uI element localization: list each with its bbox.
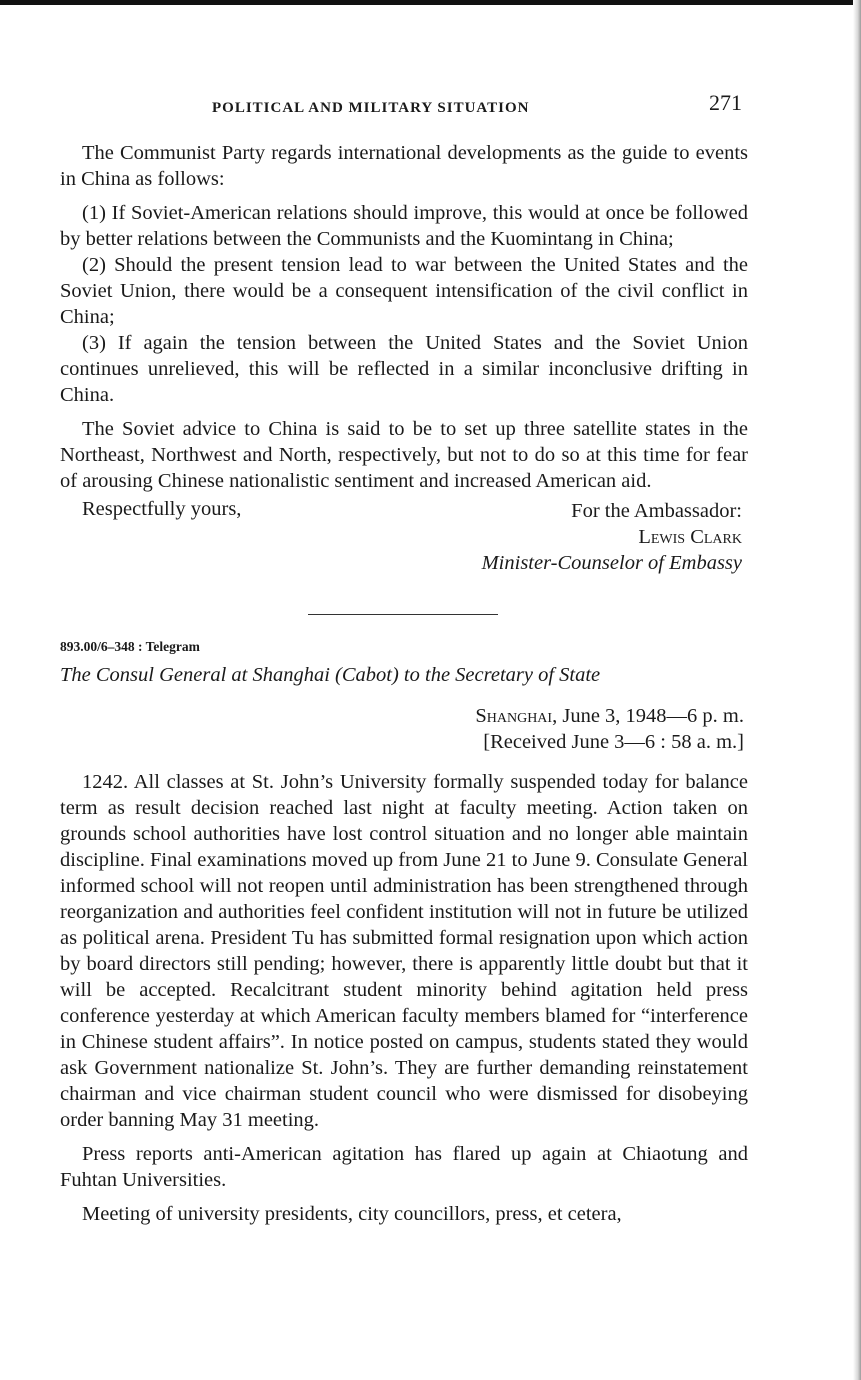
- for-line: For the Ambassador:: [571, 500, 742, 522]
- scenario-list: [60, 200, 748, 408]
- signer-title: Minister-Counselor of Embassy: [481, 552, 742, 574]
- telegram-paragraph: 1242. All classes at St. John’s University formally suspended today for balance term as result decision reached last night at faculty meeting. Action taken on grounds school authorities have lost control situation and no longer able maintain discipline. Final examinations moved up from June 21 to June 9. Consulate General informed school will not reopen until administration has been strengthened through reorganization and authorities feel confident institution will not in future be utilized as political arena. President Tu has submitted formal resignation upon which action by board directors still pending; however, there is apparently little doubt but that it will be accepted. Recalcitrant student minority behind agitation held press conference yesterday at which American faculty members blamed for “interference in Chinese student affairs”. In notice posted on campus, students stated they would ask Government nationalize St. John’s. They are further demanding reinstatement chairman and vice chairman student council who were dismissed for disobeying order banning May 31 meeting.: [60, 771, 748, 1131]
- section-divider: [308, 614, 498, 615]
- page-top-border: [0, 0, 861, 5]
- soviet-advice-paragraph: The Soviet advice to China is said to be to set up three satellite states in the Northeast, Northwest and North, respectively, but not to do so at this time for fear of arousing Chinese nationalistic sentiment and increased American aid.: [60, 418, 748, 492]
- file-reference: 893.00/6–348 : Telegram: [60, 639, 200, 654]
- document-page: [60, 88, 748, 1227]
- page-header: [60, 88, 748, 122]
- list-item: (1) If Soviet-American relations should improve, this would at once be followed by better relations between the Communists and the Kuomintang in China;: [60, 202, 748, 250]
- sent-date: , June 3, 1948—6 p. m.: [552, 705, 744, 727]
- telegram-paragraph: Press reports anti-American agitation has flared up again at Chiaotung and Fuhtan Universities.: [60, 1143, 748, 1191]
- telegram-title: The Consul General at Shanghai (Cabot) to the Secretary of State: [60, 664, 601, 686]
- intro-paragraph: The Communist Party regards international developments as the guide to events in China as follows:: [60, 142, 748, 190]
- telegram-paragraph: Meeting of university presidents, city councillors, press, et cetera,: [82, 1203, 622, 1225]
- dateline: [60, 703, 748, 755]
- salutation: Respectfully yours,: [82, 498, 242, 520]
- list-item: (3) If again the tension between the United States and the Soviet Union continues unrelieved, this will be reflected in a similar inconclusive drifting in China.: [60, 332, 748, 406]
- list-item: (2) Should the present tension lead to war between the United States and the Soviet Union, there would be a consequent intensification of the civil conflict in China;: [60, 254, 748, 328]
- signature-block: [482, 498, 742, 576]
- sent-line: [60, 703, 744, 729]
- received-line: [Received June 3—6 : 58 a. m.]: [483, 731, 744, 753]
- place-name: Shanghai: [475, 705, 553, 727]
- running-head: POLITICAL AND MILITARY SITUATION: [212, 100, 530, 116]
- page-edge-shadow: [853, 0, 861, 1380]
- signer-name: Lewis Clark: [638, 526, 742, 548]
- page-number: 271: [709, 90, 742, 115]
- letter-closing: [60, 498, 748, 584]
